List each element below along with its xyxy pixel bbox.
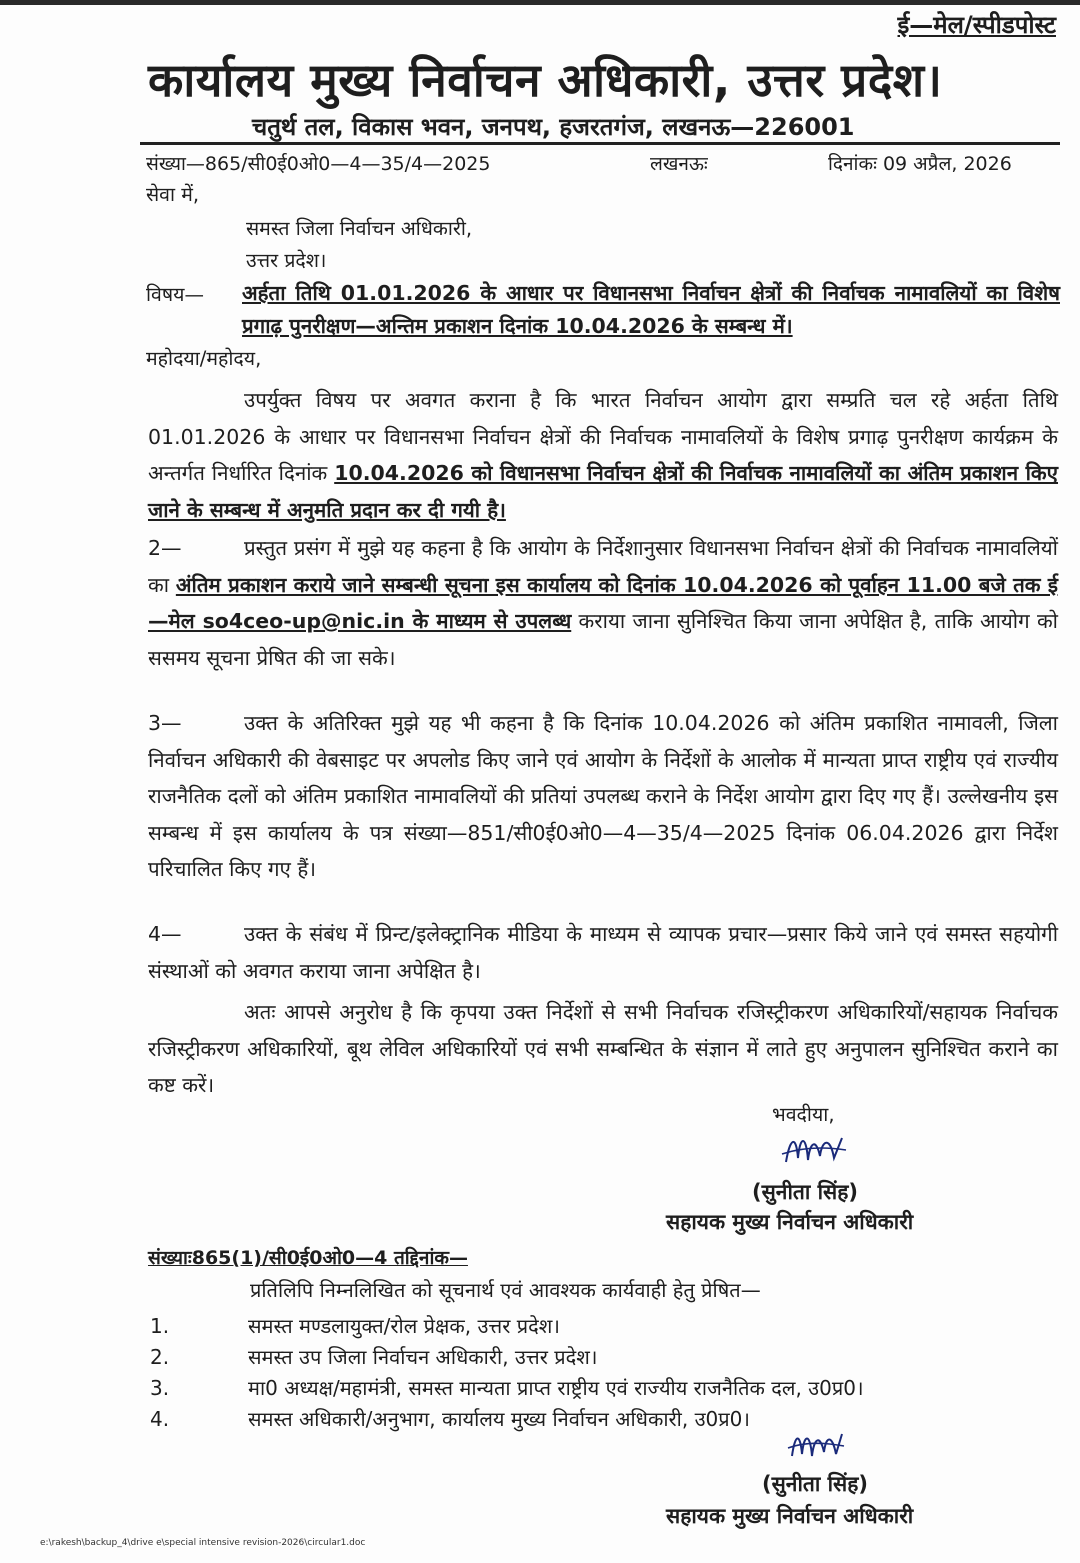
copy-intro: प्रतिलिपि निम्नलिखित को सूचनार्थ एवं आवश्यक कार्यवाही हेतु प्रेषित—: [250, 1278, 761, 1302]
delivery-mode: ई—मेल/स्पीडपोस्ट: [897, 11, 1056, 39]
copy-reference: संख्याः865(1)/सी0ई0ओ0—4 तद्दिनांक—: [148, 1247, 468, 1269]
paragraph-3-number: 3—: [148, 711, 182, 735]
paragraph-4-text: उक्त के संबंध में प्रिन्ट/इलेक्ट्रानिक मीडिया के माध्यम से व्यापक प्रचार—प्रसार किये जाने एवं समस्त सहयोगी संस्थाओं को अवगत कराया जाना अपेक्षित है।: [148, 922, 1058, 983]
paragraph-2-text: प्रस्तुत प्रसंग में मुझे यह कहना है कि आयोग के निर्देशानुसार विधानसभा निर्वाचन क्षेत्रों की निर्वाचक नामावलियों का: [148, 536, 1058, 597]
subject-label: विषय—: [146, 283, 204, 306]
copy-item-text: समस्त उप जिला निर्वाचन अधिकारी, उत्तर प्रदेश।: [248, 1345, 598, 1369]
paragraph-5: [148, 994, 1058, 1104]
office-title: कार्यालय मुख्य निर्वाचन अधिकारी, उत्तर प्रदेश।: [148, 53, 943, 107]
subject-text: अर्हता तिथि 01.01.2026 के आधार पर विधानसभा निर्वाचन क्षेत्रों की निर्वाचक नामावलियों का विशेष प्रगाढ़ पुनरीक्षण—अन्तिम प्रकाशन दिनांक 10.04.2026 के सम्बन्ध में।: [242, 281, 1060, 338]
recipient-line-1: समस्त जिला निर्वाचन अधिकारी,: [246, 217, 473, 240]
signature-mark-2: [786, 1426, 848, 1466]
signatory-name-1: (सुनीता सिंह): [752, 1180, 858, 1204]
closing: भवदीया,: [772, 1103, 835, 1126]
copy-item-number: 3.: [150, 1376, 170, 1400]
recipient-line-2: उत्तर प्रदेश।: [246, 249, 327, 272]
copy-list-item: [150, 1343, 597, 1370]
place: लखनऊः: [650, 153, 708, 175]
copy-list-item: [150, 1374, 864, 1401]
greeting: महोदया/महोदय,: [146, 347, 262, 370]
office-address: चतुर्थ तल, विकास भवन, जनपथ, हजरतगंज, लखनऊ—226001: [252, 113, 855, 141]
signatory-name-2: (सुनीता सिंह): [762, 1472, 868, 1496]
paragraph-4: [148, 916, 1058, 989]
copy-item-text: समस्त मण्डलायुक्त/रोल प्रेक्षक, उत्तर प्रदेश।: [248, 1314, 560, 1338]
copy-list-item: [150, 1405, 750, 1432]
paragraph-4-number: 4—: [148, 922, 182, 946]
paragraph-3: [148, 705, 1058, 888]
paragraph-1: [148, 382, 1058, 528]
signatory-designation-1: सहायक मुख्य निर्वाचन अधिकारी: [666, 1210, 914, 1234]
paragraph-2-number: 2—: [148, 536, 182, 560]
copy-item-number: 2.: [150, 1345, 170, 1369]
reference-number: संख्या—865/सी0ई0ओ0—4—35/4—2025: [146, 153, 491, 175]
paragraph-3-text: उक्त के अतिरिक्त मुझे यह भी कहना है कि दिनांक 10.04.2026 को अंतिम प्रकाशित नामावली, जिला निर्वाचन अधिकारी की वेबसाइट पर अपलोड किए जाने एवं आयोग के निर्देशों के आलोक में मान्यता प्राप्त राष्ट्रीय एवं राज्यीय राजनैतिक दलों को अंतिम प्रकाशित नामावलियों की प्रतियां उपलब्ध कराने के निर्देश आयोग द्वारा दिए गए हैं। उल्लेखनीय इस सम्बन्ध में इस कार्यालय के पत्र संख्या—851/सी0ई0ओ0—4—35/4—2025 दिनांक 06.04.2026 द्वारा निर्देश परिचालित किए गए हैं।: [148, 711, 1058, 881]
paragraph-5-text: अतः आपसे अनुरोध है कि कृपया उक्त निर्देशों से सभी निर्वाचक रजिस्ट्रीकरण अधिकारियों/सहायक निर्वाचक रजिस्ट्रीकरण अधिकारियों, बूथ लेविल अधिकारियों एवं सभी सम्बन्धित के संज्ञान में लाते हुए अनुपालन सुनिश्चित कराने का कष्ट करें।: [148, 1000, 1058, 1097]
letter-date: दिनांकः 09 अप्रैल, 2026: [828, 153, 1012, 175]
paragraph-1-text: उपर्युक्त विषय पर अवगत कराना है कि भारत निर्वाचन आयोग द्वारा सम्प्रति चल रहे अर्हता तिथि 01.01.2026 के आधार पर विधानसभा निर्वाचन क्षेत्रों की निर्वाचक नामावलियों के विशेष प्रगाढ़ पुनरीक्षण कार्यक्रम के अन्तर्गत निर्धारित दिनांक: [148, 388, 1058, 485]
header-divider: [140, 142, 1060, 145]
file-path: e:\rakesh\backup_4\drive e\special intensive revision-2026\circular1.doc: [40, 1538, 366, 1548]
copy-item-text: समस्त अधिकारी/अनुभाग, कार्यालय मुख्य निर्वाचन अधिकारी, उ0प्र0।: [248, 1407, 750, 1431]
copy-item-number: 1.: [150, 1314, 170, 1338]
paragraph-1-highlight: 10.04.2026 को विधानसभा निर्वाचन क्षेत्रों की निर्वाचक नामावलियों का अंतिम प्रकाशन किए जाने के सम्बन्ध में अनुमति प्रदान कर दी गयी है।: [148, 461, 1059, 522]
top-border: [0, 0, 1080, 5]
salutation: सेवा में,: [146, 183, 200, 206]
copy-list-item: [150, 1312, 560, 1339]
copy-item-number: 4.: [150, 1407, 170, 1431]
paragraph-2-highlight: अंतिम प्रकाशन कराये जाने सम्बन्धी सूचना इस कार्यालय को दिनांक 10.04.2026 को पूर्वाहन 11.00 बजे तक ई—मेल so4ceo-up@nic.in के माध्यम से उपलब्ध: [148, 572, 1058, 633]
paragraph-2-text-end: कराया जाना सुनिश्चित किया जाना अपेक्षित है, ताकि आयोग को ससमय सूचना प्रेषित की जा सके।: [148, 609, 1058, 670]
signature-mark-1: [780, 1128, 850, 1172]
copy-item-text: मा0 अध्यक्ष/महामंत्री, समस्त मान्यता प्राप्त राष्ट्रीय एवं राज्यीय राजनैतिक दल, उ0प्र0।: [248, 1376, 864, 1400]
paragraph-2: [148, 530, 1058, 676]
signatory-designation-2: सहायक मुख्य निर्वाचन अधिकारी: [666, 1504, 914, 1528]
